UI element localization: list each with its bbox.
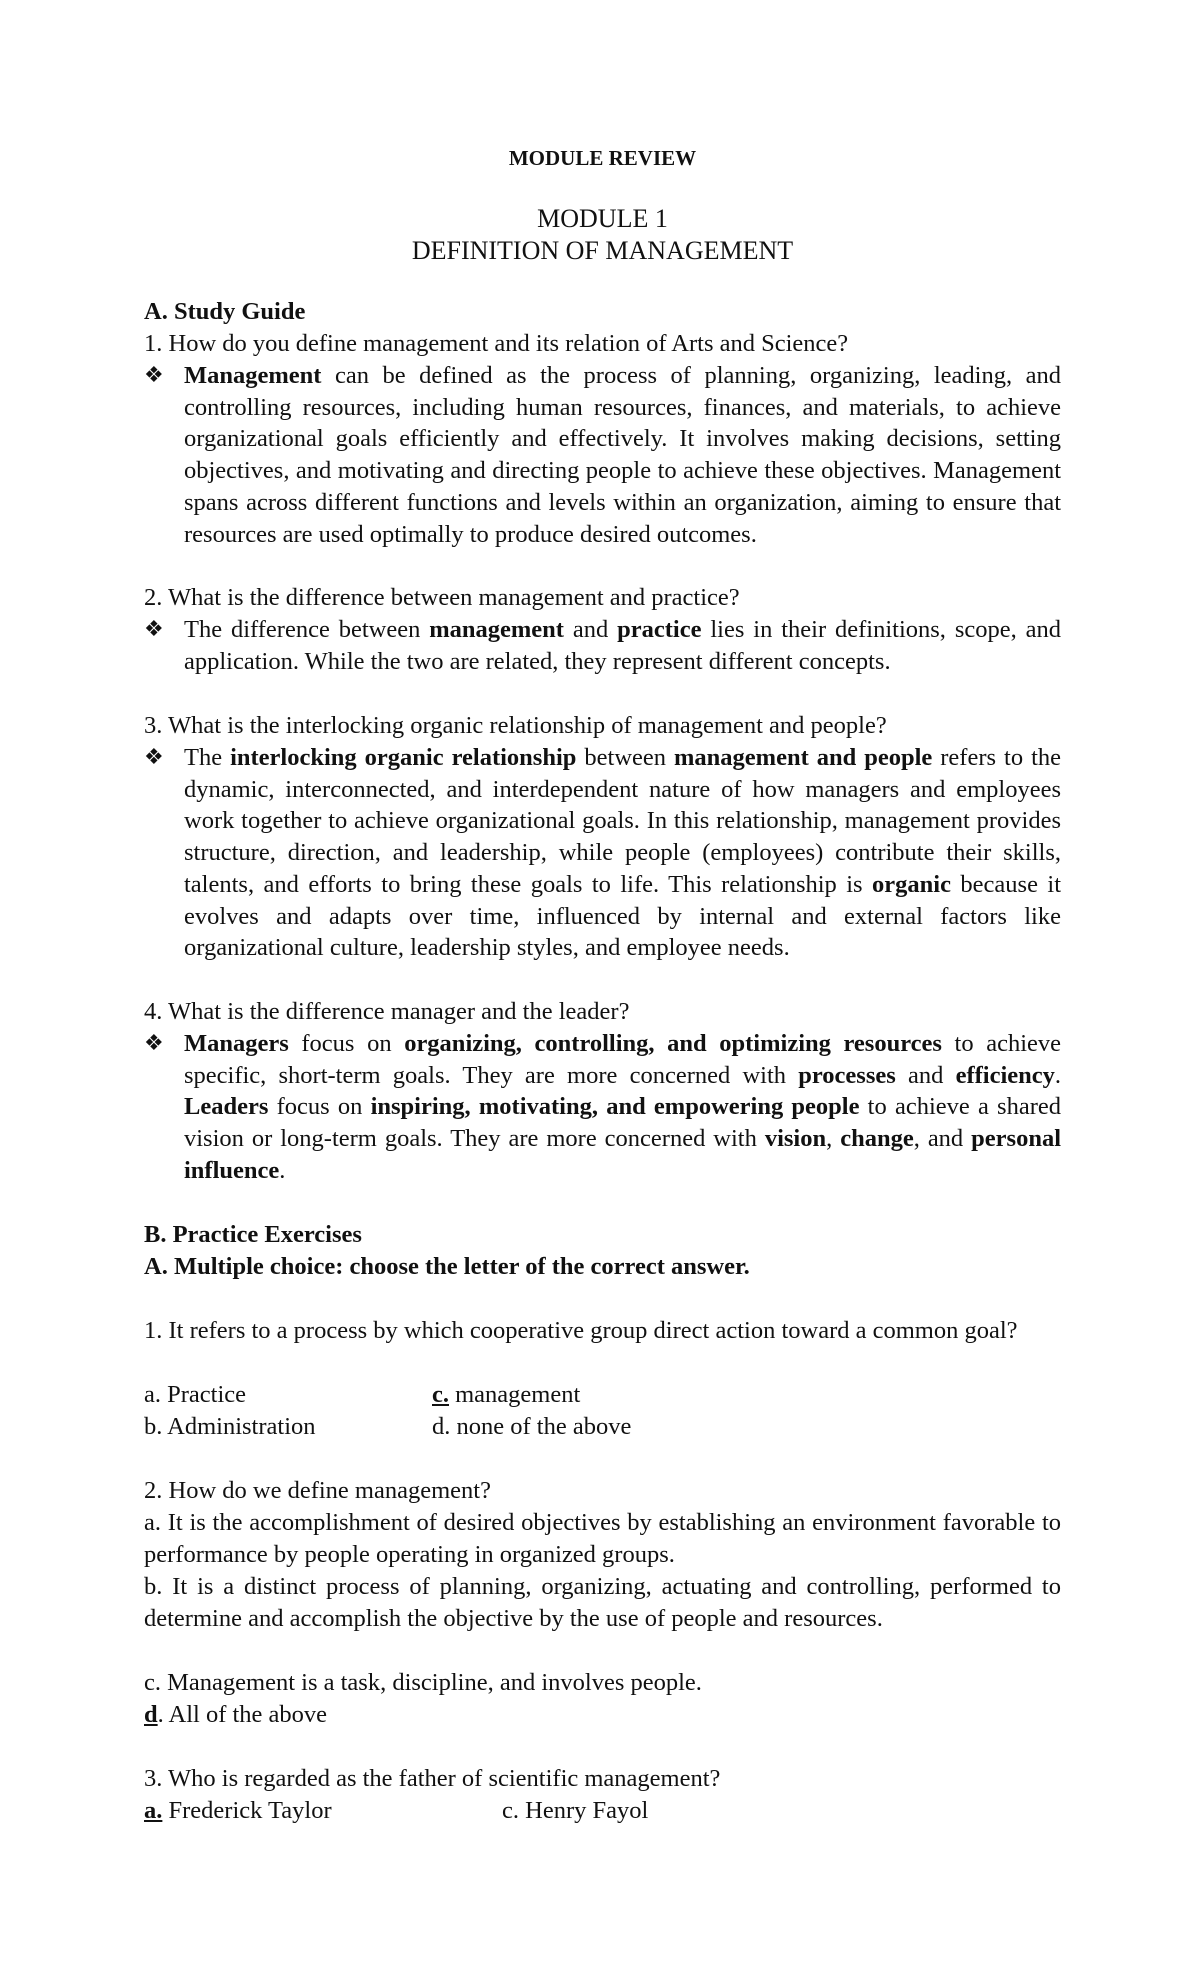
mc1-question: 1. It refers to a process by which cooperative group direct action toward a common goal? (144, 1317, 1018, 1344)
module-name: DEFINITION OF MANAGEMENT (411, 236, 794, 265)
mc2-option-c: c. Management is a task, discipline, and involves people. (144, 1669, 702, 1696)
diamond-bullet-icon: ❖ (144, 1031, 164, 1056)
mc3-question: 3. Who is regarded as the father of scientific management? (144, 1765, 721, 1792)
q4-question: 4. What is the difference manager and the leader? (144, 998, 630, 1025)
study-guide-heading: A. Study Guide (144, 298, 306, 325)
diamond-bullet-icon: ❖ (144, 617, 164, 642)
mc3-option-c: c. Henry Fayol (502, 1797, 649, 1824)
mc1-option-c: c. management (432, 1381, 581, 1408)
mc2-option-b: b. It is a distinct process of planning, organizing, actuating and controlling, performed to determine and accomplish the objective by the use of people and resources. (144, 1573, 1061, 1632)
module-number: MODULE 1 (537, 204, 668, 233)
mc2-option-d: d. All of the above (144, 1701, 328, 1728)
q4-answer: ❖ Managers focus on organizing, controlling, and optimizing resources to achieve specific, short-term goals. They are more concerned with processes and efficiency. Leaders focus on inspiring, motivating, and empowering people to achieve a shared vision or long-term goals. They are more concerned with vision, change, and personal influence. (144, 1030, 1062, 1184)
mc1-option-a: a. Practice (144, 1381, 247, 1408)
mc2-correct-letter: d (144, 1701, 158, 1728)
q1-answer (144, 360, 1061, 550)
q3-answer: ❖ The interlocking organic relationship between management and people refers to the dynamic, interconnected, and interdependent nature of how managers and employees work together to achieve organizational goals. In this relationship, management provides structure, direction, and leadership, while people (employees) contribute their skills, talents, and efforts to bring these goals to life. This relationship is organic because it evolves and adapts over time, influenced by internal and external factors like organizational culture, leadership styles, and employee needs. (144, 744, 1062, 962)
mc3-correct-letter: a. (144, 1797, 163, 1824)
mc2-question: 2. How do we define management? (144, 1477, 491, 1504)
q1-answer-text: can be defined as the process of planning, organizing, leading, and controlling resources, including human resources, finances, and materials, to achieve organizational goals efficiently and effectively. It involves making decisions, setting objectives, and motivating and directing people to achieve these objectives. Management spans across different functions and levels within an organization, aiming to ensure that resources are used optimally to produce desired outcomes. (184, 362, 1061, 548)
mc1-option-b: b. Administration (144, 1413, 316, 1440)
practice-instructions: A. Multiple choice: choose the letter of the correct answer. (144, 1253, 750, 1280)
mc3-option-a: a. Frederick Taylor (144, 1797, 332, 1824)
review-title: MODULE REVIEW (508, 146, 697, 170)
q1-answer-lead: Management (184, 362, 322, 389)
q1-question: 1. How do you define management and its relation of Arts and Science? (144, 330, 849, 357)
practice-heading: B. Practice Exercises (144, 1221, 362, 1248)
q3-question: 3. What is the interlocking organic relationship of management and people? (144, 712, 887, 739)
mc1-option-d: d. none of the above (432, 1413, 632, 1440)
mc1-correct-letter: c. (432, 1381, 449, 1408)
diamond-bullet-icon: ❖ (144, 363, 164, 388)
mc2-option-a: a. It is the accomplishment of desired objectives by establishing an environment favorable to performance by people operating in organized groups. (144, 1509, 1061, 1568)
q2-question: 2. What is the difference between management and practice? (144, 584, 740, 611)
q2-answer: ❖ The difference between management and practice lies in their definitions, scope, and application. While the two are related, they represent different concepts. (144, 616, 1061, 675)
diamond-bullet-icon: ❖ (144, 745, 164, 770)
